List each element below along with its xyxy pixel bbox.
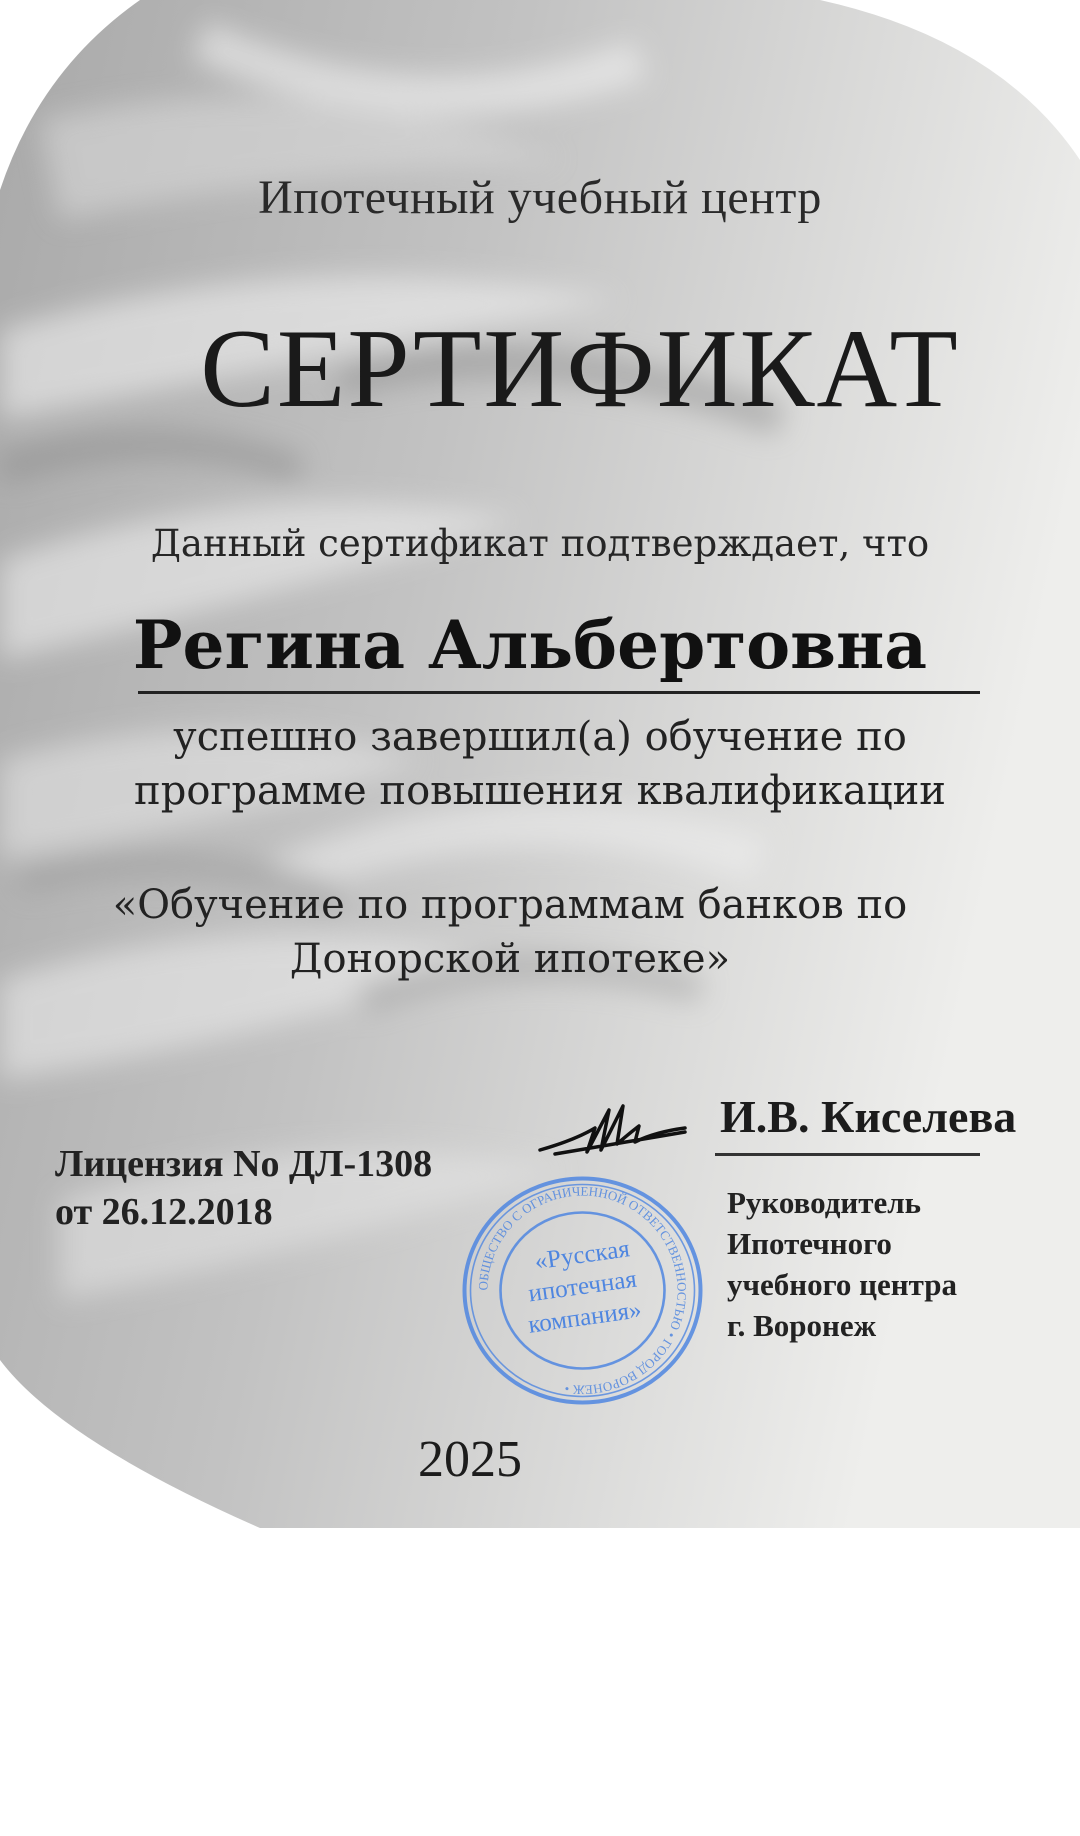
signer-title (727, 1182, 957, 1346)
stamp-line-2: ипотечная (526, 1265, 639, 1308)
signer-name: И.В. Киселева (720, 1091, 1017, 1142)
signer-title-line-1: Руководитель (727, 1185, 922, 1220)
recipient-name-underline (138, 691, 980, 694)
program-name (0, 878, 1050, 986)
program-line-2: Донорской ипотеке» (289, 936, 731, 982)
license-number: Лицензия No ДЛ-1308 (55, 1143, 433, 1185)
completion-text (0, 710, 1080, 818)
license-date: от 26.12.2018 (55, 1191, 273, 1233)
signer-underline (715, 1153, 980, 1156)
completion-line-2: программе повышения квалификации (134, 768, 946, 814)
certificate-year: 2025 (418, 1431, 522, 1488)
signer-title-line-4: г. Воронеж (727, 1308, 877, 1343)
stamp-ring-text: ОБЩЕСТВО С ОГРАНИЧЕННОЙ ОТВЕТСТВЕННОСТЬЮ • ГОРОД ВОРОНЕЖ • (475, 1183, 690, 1398)
signer-title-line-2: Ипотечного (727, 1226, 892, 1261)
official-stamp (455, 1168, 710, 1413)
stamp-line-3: компания» (526, 1296, 644, 1339)
handwritten-signature (535, 1092, 695, 1162)
stamp-line-1: «Русская (533, 1235, 632, 1276)
completion-line-1: успешно завершил(а) обучение по (173, 714, 907, 760)
signer-title-line-3: учебного центра (727, 1267, 957, 1302)
license-info (55, 1140, 432, 1236)
program-line-1: «Обучение по программам банков по (112, 882, 908, 928)
certificate-intro: Данный сертификат подтверждает, что (150, 522, 930, 565)
recipient-name: Регина Альбертовна (132, 606, 928, 684)
certificate-title: СЕРТИФИКАТ (200, 307, 960, 431)
organization-name: Ипотечный учебный центр (258, 171, 822, 224)
